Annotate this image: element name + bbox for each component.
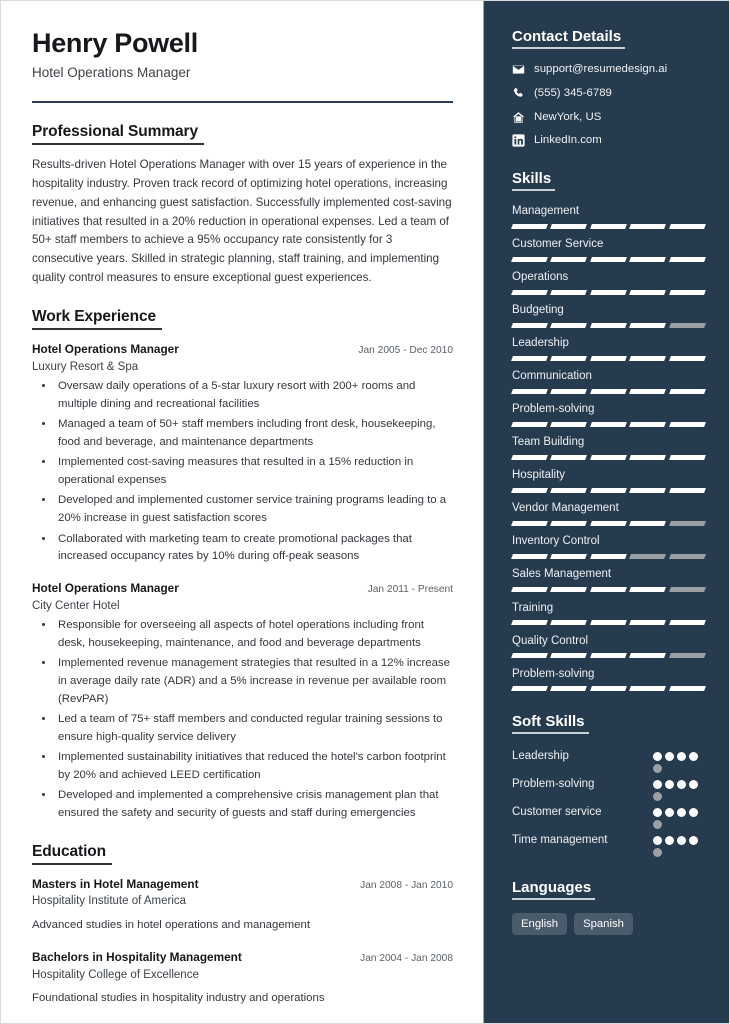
school-name: Hospitality College of Excellence bbox=[32, 968, 199, 981]
contact-value: support@resumedesign.ai bbox=[534, 63, 668, 75]
skill-level-segment bbox=[550, 389, 587, 394]
skill-level-segment bbox=[550, 356, 587, 361]
soft-skill-item bbox=[512, 803, 705, 829]
soft-skill-rating bbox=[653, 775, 705, 801]
language-chip: Spanish bbox=[574, 913, 633, 935]
skill-label: Hospitality bbox=[512, 469, 566, 482]
rating-dot bbox=[689, 752, 698, 761]
skill-level-segment bbox=[590, 521, 627, 526]
job-bullet: • Responsible for overseeing all aspects of hotel operations including front desk, housekeeping, maintenance, and food and beverage departments bbox=[55, 617, 453, 653]
section-title-contact-details: Contact Details bbox=[512, 28, 625, 49]
contact-value: LinkedIn.com bbox=[534, 134, 602, 147]
job-bullet-list bbox=[32, 378, 453, 566]
job-bullet: • Managed a team of 50+ staff members including front desk, housekeeping, food and beverage, and maintenance departments bbox=[55, 416, 453, 452]
soft-skill-item bbox=[512, 831, 705, 857]
soft-skill-label: Leadership bbox=[512, 750, 569, 763]
skill-item bbox=[512, 667, 705, 692]
skill-level-bar bbox=[512, 455, 705, 460]
education-date-range: Jan 2008 - Jan 2010 bbox=[360, 879, 453, 891]
skill-level-segment bbox=[629, 554, 666, 559]
skill-level-segment bbox=[629, 521, 666, 526]
soft-skill-rating bbox=[653, 831, 705, 857]
job-date-range: Jan 2011 - Present bbox=[367, 584, 453, 596]
skill-item bbox=[512, 634, 705, 659]
skill-level-segment bbox=[669, 521, 706, 526]
skill-label: Budgeting bbox=[512, 304, 564, 317]
section-skills bbox=[512, 170, 705, 691]
entry-header bbox=[32, 580, 453, 597]
skill-level-segment bbox=[669, 587, 706, 592]
skill-level-segment bbox=[550, 257, 587, 262]
skill-label: Management bbox=[512, 205, 580, 218]
skill-level-segment bbox=[511, 257, 548, 262]
candidate-job-title: Hotel Operations Manager bbox=[32, 64, 191, 80]
skill-level-bar bbox=[512, 521, 705, 526]
section-languages bbox=[512, 879, 705, 935]
skill-label: Sales Management bbox=[512, 568, 612, 581]
skill-level-segment bbox=[511, 455, 548, 460]
skill-level-segment bbox=[550, 521, 587, 526]
skill-level-segment bbox=[629, 356, 666, 361]
skill-level-bar bbox=[512, 422, 705, 427]
job-bullet: • Developed and implemented a comprehensive crisis management plan that ensured the safety and security of guests and staff during emergencies bbox=[55, 787, 453, 823]
skill-item bbox=[512, 567, 705, 592]
skill-label: Training bbox=[512, 601, 554, 614]
rating-dot bbox=[653, 780, 662, 789]
rating-dot bbox=[653, 792, 662, 801]
section-title-soft-skills: Soft Skills bbox=[512, 713, 589, 734]
rating-dot bbox=[677, 808, 686, 817]
skill-level-segment bbox=[669, 686, 706, 691]
section-title-education: Education bbox=[32, 843, 112, 865]
school-name: Hospitality Institute of America bbox=[32, 895, 187, 908]
section-title-languages: Languages bbox=[512, 879, 595, 900]
skill-level-bar bbox=[512, 488, 705, 493]
skill-level-segment bbox=[669, 290, 706, 295]
skill-level-bar bbox=[512, 224, 705, 229]
skill-level-segment bbox=[511, 422, 548, 427]
skill-level-bar bbox=[512, 653, 705, 658]
soft-skill-item bbox=[512, 775, 705, 801]
skill-level-segment bbox=[590, 422, 627, 427]
rating-dot bbox=[665, 752, 674, 761]
soft-skill-rating bbox=[653, 803, 705, 829]
sidebar bbox=[483, 1, 729, 1023]
section-title-work-experience: Work Experience bbox=[32, 308, 162, 330]
skill-level-bar bbox=[512, 686, 705, 691]
skill-level-segment bbox=[669, 257, 706, 262]
skill-level-bar bbox=[512, 554, 705, 559]
skill-level-segment bbox=[629, 686, 666, 691]
skill-level-segment bbox=[550, 488, 587, 493]
skill-item bbox=[512, 237, 705, 262]
skill-item bbox=[512, 402, 705, 427]
skill-level-segment bbox=[550, 224, 587, 229]
degree-title: Masters in Hotel Management bbox=[32, 876, 199, 891]
skill-label: Communication bbox=[512, 370, 592, 383]
rating-dot bbox=[677, 752, 686, 761]
skill-level-segment bbox=[590, 257, 627, 262]
contact-value: (555) 345-6789 bbox=[534, 86, 612, 99]
skill-label: Problem-solving bbox=[512, 667, 595, 680]
skill-level-segment bbox=[590, 554, 627, 559]
skill-level-segment bbox=[511, 554, 548, 559]
job-bullet: • Collaborated with marketing team to create promotional packages that increased occupancy rates by 10% during off-peak seasons bbox=[55, 531, 453, 567]
skills-list bbox=[512, 204, 705, 691]
skill-level-segment bbox=[669, 653, 706, 658]
skill-level-segment bbox=[511, 521, 548, 526]
skill-item bbox=[512, 270, 705, 295]
rating-dot bbox=[665, 780, 674, 789]
skill-level-segment bbox=[550, 554, 587, 559]
education-description: Advanced studies in hotel operations and management bbox=[32, 919, 310, 932]
skill-level-segment bbox=[629, 257, 666, 262]
rating-dot bbox=[665, 808, 674, 817]
education-list bbox=[32, 876, 453, 1008]
linkedin-icon bbox=[512, 134, 529, 147]
skill-level-segment bbox=[511, 587, 548, 592]
skill-item bbox=[512, 369, 705, 394]
soft-skill-item bbox=[512, 747, 705, 773]
header-divider bbox=[32, 101, 453, 103]
section-education bbox=[32, 843, 453, 1008]
skill-level-segment bbox=[511, 389, 548, 394]
rating-dot bbox=[689, 808, 698, 817]
rating-dot bbox=[653, 764, 662, 773]
skill-level-segment bbox=[590, 389, 627, 394]
job-bullet: • Oversaw daily operations of a 5-star luxury resort with 200+ rooms and multiple dining and recreational facilities bbox=[55, 378, 453, 414]
skill-label: Inventory Control bbox=[512, 535, 600, 548]
skill-level-segment bbox=[669, 389, 706, 394]
work-experience-list bbox=[32, 341, 453, 823]
job-date-range: Jan 2005 - Dec 2010 bbox=[358, 345, 453, 357]
skill-item bbox=[512, 468, 705, 493]
skill-label: Quality Control bbox=[512, 634, 589, 647]
skill-level-segment bbox=[629, 653, 666, 658]
section-contact-details bbox=[512, 28, 705, 148]
skill-level-segment bbox=[511, 224, 548, 229]
skill-item bbox=[512, 336, 705, 361]
education-entry bbox=[32, 949, 453, 1007]
skill-label: Operations bbox=[512, 271, 569, 284]
skill-level-segment bbox=[669, 422, 706, 427]
skill-level-segment bbox=[550, 620, 587, 625]
job-bullet: • Implemented cost-saving measures that resulted in a 15% reduction in operational expenses bbox=[55, 454, 453, 490]
skill-level-segment bbox=[629, 455, 666, 460]
skill-level-bar bbox=[512, 587, 705, 592]
rating-dot bbox=[689, 836, 698, 845]
contact-row[interactable] bbox=[512, 110, 705, 125]
section-work-experience bbox=[32, 308, 453, 823]
skill-level-bar bbox=[512, 389, 705, 394]
skill-level-segment bbox=[550, 686, 587, 691]
company-name: Luxury Resort & Spa bbox=[32, 360, 139, 373]
skill-level-bar bbox=[512, 323, 705, 328]
section-soft-skills bbox=[512, 713, 705, 857]
section-professional-summary bbox=[32, 123, 453, 288]
soft-skill-label: Customer service bbox=[512, 806, 602, 819]
work-experience-entry bbox=[32, 580, 453, 823]
rating-dot bbox=[653, 848, 662, 857]
skill-level-bar bbox=[512, 257, 705, 262]
skill-level-segment bbox=[590, 290, 627, 295]
section-title-professional-summary: Professional Summary bbox=[32, 123, 204, 145]
skill-level-segment bbox=[550, 587, 587, 592]
language-chip: English bbox=[512, 913, 567, 935]
skill-level-segment bbox=[629, 422, 666, 427]
skill-item bbox=[512, 501, 705, 526]
skill-level-segment bbox=[629, 488, 666, 493]
skill-level-segment bbox=[511, 488, 548, 493]
job-title: Hotel Operations Manager bbox=[32, 342, 179, 357]
skill-level-segment bbox=[669, 224, 706, 229]
rating-dot bbox=[653, 820, 662, 829]
skill-level-segment bbox=[590, 620, 627, 625]
resume-header bbox=[32, 29, 453, 103]
skill-level-segment bbox=[669, 455, 706, 460]
job-bullet: • Developed and implemented customer service training programs leading to a 20% increase in guest satisfaction scores bbox=[55, 492, 453, 528]
skill-level-segment bbox=[629, 290, 666, 295]
skill-item bbox=[512, 303, 705, 328]
main-column bbox=[1, 1, 483, 1023]
skill-level-segment bbox=[669, 620, 706, 625]
phone-icon bbox=[512, 87, 529, 100]
job-bullet-list bbox=[32, 617, 453, 823]
skill-level-segment bbox=[629, 389, 666, 394]
job-bullet: • Implemented sustainability initiatives that reduced the hotel's carbon footprint by 20% and achieved LEED certification bbox=[55, 749, 453, 785]
skill-level-segment bbox=[590, 686, 627, 691]
rating-dot bbox=[665, 836, 674, 845]
skill-level-segment bbox=[669, 554, 706, 559]
skill-level-segment bbox=[669, 323, 706, 328]
skill-level-segment bbox=[550, 323, 587, 328]
education-date-range: Jan 2004 - Jan 2008 bbox=[360, 953, 453, 965]
skill-level-segment bbox=[590, 356, 627, 361]
skill-level-segment bbox=[511, 653, 548, 658]
home-icon bbox=[512, 111, 529, 124]
skill-label: Customer Service bbox=[512, 238, 604, 251]
entry-header bbox=[32, 876, 453, 893]
contact-list bbox=[512, 62, 705, 148]
education-entry bbox=[32, 876, 453, 934]
job-bullet: • Led a team of 75+ staff members and conducted regular training sessions to ensure high-quality service delivery bbox=[55, 711, 453, 747]
skill-item bbox=[512, 601, 705, 626]
envelope-icon bbox=[512, 63, 529, 76]
soft-skills-list bbox=[512, 747, 705, 857]
skill-item bbox=[512, 435, 705, 460]
skill-level-segment bbox=[629, 620, 666, 625]
skill-label: Team Building bbox=[512, 436, 585, 449]
rating-dot bbox=[653, 836, 662, 845]
skill-item bbox=[512, 534, 705, 559]
soft-skill-label: Problem-solving bbox=[512, 778, 595, 791]
rating-dot bbox=[689, 780, 698, 789]
job-bullet: • Implemented revenue management strategies that resulted in a 12% increase in average daily rate (ADR) and a 5% increase in revenue per available room (RevPAR) bbox=[55, 655, 453, 708]
skill-label: Vendor Management bbox=[512, 502, 619, 515]
skill-level-segment bbox=[590, 224, 627, 229]
skill-level-segment bbox=[590, 653, 627, 658]
skill-level-segment bbox=[629, 323, 666, 328]
skill-level-segment bbox=[669, 356, 706, 361]
professional-summary-text: Results-driven Hotel Operations Manager with over 15 years of experience in the hospitality industry. Proven track record of optimizing hotel operations, increasing revenue, and enhancing guest satisfaction. Successfully implemented cost-saving initiatives that resulted in a 20% reduction in operational expenses. Led a team of 50+ staff members to achieve a 95% occupancy rate consistently for 3 consecutive years. Skilled in strategic planning, staff training, and implementing quality control measures to ensure exceptional guest experiences. bbox=[32, 157, 452, 285]
company-name: City Center Hotel bbox=[32, 599, 120, 612]
contact-row[interactable] bbox=[512, 133, 705, 148]
soft-skill-rating bbox=[653, 747, 705, 773]
degree-title: Bachelors in Hospitality Management bbox=[32, 950, 242, 965]
rating-dot bbox=[653, 808, 662, 817]
skill-level-segment bbox=[590, 455, 627, 460]
contact-row[interactable] bbox=[512, 62, 705, 77]
section-title-skills: Skills bbox=[512, 170, 555, 191]
job-title: Hotel Operations Manager bbox=[32, 581, 179, 596]
skill-item bbox=[512, 204, 705, 229]
skill-level-segment bbox=[511, 356, 548, 361]
work-experience-entry bbox=[32, 341, 453, 566]
skill-level-segment bbox=[550, 653, 587, 658]
skill-level-segment bbox=[511, 290, 548, 295]
skill-level-segment bbox=[511, 323, 548, 328]
skill-level-segment bbox=[629, 587, 666, 592]
skill-level-segment bbox=[590, 488, 627, 493]
skill-level-segment bbox=[550, 290, 587, 295]
entry-header bbox=[32, 341, 453, 358]
skill-level-bar bbox=[512, 620, 705, 625]
soft-skill-label: Time management bbox=[512, 834, 608, 847]
contact-row[interactable] bbox=[512, 86, 705, 101]
skill-level-segment bbox=[511, 620, 548, 625]
languages-list bbox=[512, 913, 705, 935]
skill-level-bar bbox=[512, 356, 705, 361]
skill-level-segment bbox=[511, 686, 548, 691]
rating-dot bbox=[653, 752, 662, 761]
skill-level-segment bbox=[550, 455, 587, 460]
rating-dot bbox=[677, 836, 686, 845]
skill-level-segment bbox=[669, 488, 706, 493]
entry-header bbox=[32, 949, 453, 966]
skill-level-segment bbox=[550, 422, 587, 427]
skill-level-segment bbox=[629, 224, 666, 229]
rating-dot bbox=[677, 780, 686, 789]
skill-level-segment bbox=[590, 587, 627, 592]
skill-level-segment bbox=[590, 323, 627, 328]
skill-label: Problem-solving bbox=[512, 403, 595, 416]
skill-label: Leadership bbox=[512, 337, 569, 350]
skill-level-bar bbox=[512, 290, 705, 295]
contact-value: NewYork, US bbox=[534, 110, 602, 123]
education-description: Foundational studies in hospitality industry and operations bbox=[32, 992, 325, 1005]
candidate-name: Henry Powell bbox=[32, 28, 198, 58]
